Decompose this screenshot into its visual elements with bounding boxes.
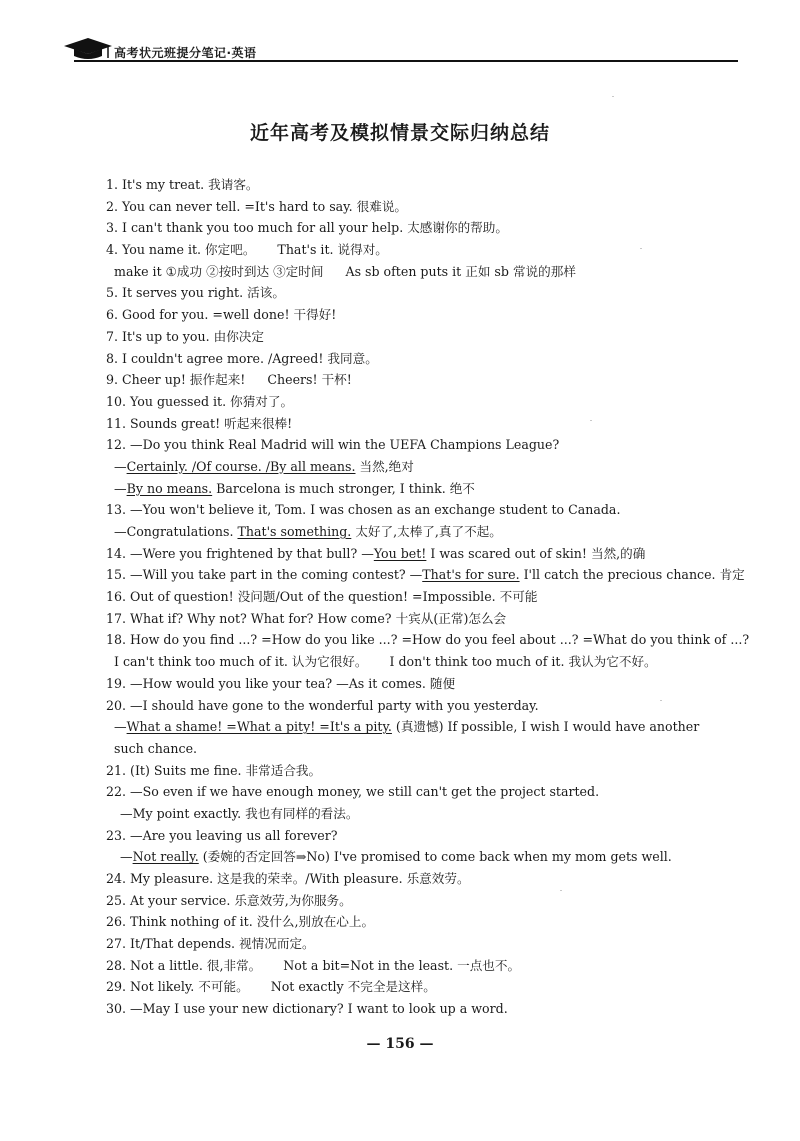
line-segment: I don't think too much of it. 我认为它不好。 bbox=[389, 654, 657, 670]
phrase-line bbox=[106, 651, 746, 673]
line-segment: 24. My pleasure. 这是我的荣幸。/With pleasure. 乐意效劳。 bbox=[106, 871, 470, 886]
phrase-line bbox=[106, 911, 746, 933]
line-segment: By no means. bbox=[126, 480, 213, 496]
line-segment: Cheers! 干杯! bbox=[267, 372, 352, 388]
line-segment: 16. Out of question! 没问题/Out of the question! =Impossible. 不可能 bbox=[106, 589, 538, 605]
page-number: — 156 — bbox=[366, 1036, 434, 1052]
line-segment: 17. What if? Why not? What for? How come? 十宾从(正常)怎么会 bbox=[106, 610, 507, 626]
line-segment: I was scared out of skin! 当然,的确 bbox=[426, 545, 646, 561]
phrase-line bbox=[106, 998, 746, 1020]
line-segment: Not a bit=Not in the least. 一点也不。 bbox=[283, 957, 521, 973]
line-segment: 18. How do you find ...? =How do you like ...? =How do you feel about ...? =What do you think of ...? bbox=[106, 632, 750, 648]
line-segment: 20. —I should have gone to the wonderful party with you yesterday. bbox=[106, 697, 539, 713]
line-segment: — bbox=[114, 719, 127, 735]
line-segment: make it ①成功 ②按时到达 ③定时间 bbox=[114, 263, 324, 279]
line-segment: (真遗憾) If possible, I wish I would have another bbox=[391, 719, 700, 735]
line-segment: 11. Sounds great! 听起来很棒! bbox=[106, 415, 293, 431]
line-segment: 29. Not likely. 不可能。 bbox=[106, 979, 249, 995]
phrase-line bbox=[106, 629, 750, 651]
phrase-line bbox=[106, 716, 746, 738]
line-segment: 4. You name it. 你定吧。 bbox=[106, 242, 256, 258]
line-segment: 13. —You won't believe it, Tom. I was chosen as an exchange student to Canada. bbox=[106, 502, 621, 518]
phrase-line bbox=[106, 543, 746, 565]
line-segment: 7. It's up to you. 由你决定 bbox=[106, 328, 264, 344]
phrase-line bbox=[106, 825, 746, 847]
phrase-line bbox=[106, 434, 746, 456]
line-segment: 6. Good for you. =well done! 干得好! bbox=[106, 307, 337, 323]
phrase-line bbox=[106, 803, 746, 825]
line-segment: 当然,绝对 bbox=[355, 458, 414, 474]
line-segment: —Congratulations. bbox=[114, 524, 238, 539]
line-segment: 2. You can never tell. =It's hard to say. 很难说。 bbox=[106, 198, 408, 214]
phrase-line bbox=[106, 282, 746, 304]
line-segment: 5. It serves you right. 活该。 bbox=[106, 285, 285, 301]
phrase-line bbox=[106, 196, 746, 218]
line-segment: —My point exactly. 我也有同样的看法。 bbox=[120, 805, 359, 821]
phrase-line bbox=[106, 326, 746, 348]
phrase-line bbox=[106, 608, 746, 630]
phrase-line bbox=[106, 478, 746, 500]
line-segment: 19. —How would you like your tea? —As it comes. 随便 bbox=[106, 675, 456, 691]
line-segment: 21. (It) Suits me fine. 非常适合我。 bbox=[106, 762, 322, 778]
line-segment: That's for sure. bbox=[422, 567, 520, 583]
line-segment: Not exactly 不完全是这样。 bbox=[270, 979, 436, 995]
phrase-line bbox=[106, 239, 746, 261]
line-segment: As sb often puts it 正如 sb 常说的那样 bbox=[345, 263, 576, 279]
line-segment: What a shame! =What a pity! =It's a pity. bbox=[126, 719, 392, 735]
phrase-line bbox=[106, 369, 746, 391]
phrase-line bbox=[106, 846, 746, 868]
phrase-line bbox=[106, 586, 746, 608]
phrase-line bbox=[106, 781, 746, 803]
line-segment: 12. —Do you think Real Madrid will win the UEFA Champions League? bbox=[106, 437, 560, 453]
line-segment: 15. —Will you take part in the coming contest? — bbox=[106, 567, 423, 583]
line-segment: 太好了,太棒了,真了不起。 bbox=[351, 524, 502, 539]
phrase-line bbox=[106, 261, 746, 283]
line-segment: 10. You guessed it. 你猜对了。 bbox=[106, 393, 294, 409]
phrase-line bbox=[106, 217, 746, 239]
line-segment: That's it. 说得对。 bbox=[277, 242, 388, 258]
phrase-line bbox=[106, 868, 746, 890]
line-segment: 22. —So even if we have enough money, we still can't get the project started. bbox=[106, 784, 600, 800]
header-rule bbox=[74, 60, 738, 62]
phrase-list bbox=[106, 174, 750, 1020]
line-segment: I can't think too much of it. 认为它很好。 bbox=[114, 654, 368, 670]
line-segment: Not really. bbox=[132, 849, 199, 865]
line-segment: Certainly. /Of course. /By all means. bbox=[126, 458, 356, 474]
phrase-line bbox=[106, 738, 746, 760]
phrase-line bbox=[106, 456, 746, 478]
phrase-line bbox=[106, 976, 746, 998]
phrase-line bbox=[106, 391, 746, 413]
phrase-line bbox=[106, 890, 746, 912]
line-segment: Barcelona is much stronger, I think. 绝不 bbox=[212, 480, 475, 496]
line-segment: — bbox=[120, 849, 133, 865]
line-segment: 28. Not a little. 很,非常。 bbox=[106, 957, 262, 973]
line-segment: 14. —Were you frightened by that bull? — bbox=[106, 545, 374, 561]
line-segment: (委婉的否定回答⇒No) I've promised to come back when my mom gets well. bbox=[198, 849, 672, 865]
phrase-line bbox=[106, 955, 746, 977]
phrase-line bbox=[106, 413, 746, 435]
line-segment: 23. —Are you leaving us all forever? bbox=[106, 827, 338, 843]
line-segment: 8. I couldn't agree more. /Agreed! 我同意。 bbox=[106, 350, 378, 366]
phrase-line bbox=[106, 760, 746, 782]
line-segment: That's something. bbox=[237, 524, 352, 539]
line-segment: 9. Cheer up! 振作起来! bbox=[106, 372, 246, 388]
line-segment: 25. At your service. 乐意效劳,为你服务。 bbox=[106, 892, 352, 908]
phrase-line bbox=[106, 673, 746, 695]
phrase-line bbox=[106, 933, 746, 955]
header-title: 高考状元班提分笔记·英语 bbox=[114, 46, 257, 60]
line-segment: such chance. bbox=[114, 740, 198, 756]
line-segment: 26. Think nothing of it. 没什么,别放在心上。 bbox=[106, 914, 375, 930]
line-segment: — bbox=[114, 480, 127, 496]
line-segment: I'll catch the precious chance. 肯定 bbox=[519, 567, 745, 583]
line-segment: You bet! bbox=[373, 545, 427, 561]
phrase-line bbox=[106, 304, 746, 326]
running-header bbox=[62, 34, 738, 66]
line-segment: 3. I can't thank you too much for all your help. 太感谢你的帮助。 bbox=[106, 220, 508, 236]
line-segment: 30. —May I use your new dictionary? I want to look up a word. bbox=[106, 1001, 508, 1017]
phrase-line bbox=[106, 174, 746, 196]
line-segment: 1. It's my treat. 我请客。 bbox=[106, 177, 259, 192]
phrase-line bbox=[106, 564, 746, 586]
phrase-line bbox=[106, 695, 746, 717]
phrase-line bbox=[106, 499, 746, 521]
graduation-cap-icon bbox=[62, 36, 112, 62]
line-segment: 27. It/That depends. 视情况而定。 bbox=[106, 936, 315, 952]
page-title: 近年高考及模拟情景交际归纳总结 bbox=[249, 122, 550, 144]
phrase-line bbox=[106, 521, 746, 543]
line-segment: — bbox=[114, 458, 127, 474]
phrase-line bbox=[106, 348, 746, 370]
